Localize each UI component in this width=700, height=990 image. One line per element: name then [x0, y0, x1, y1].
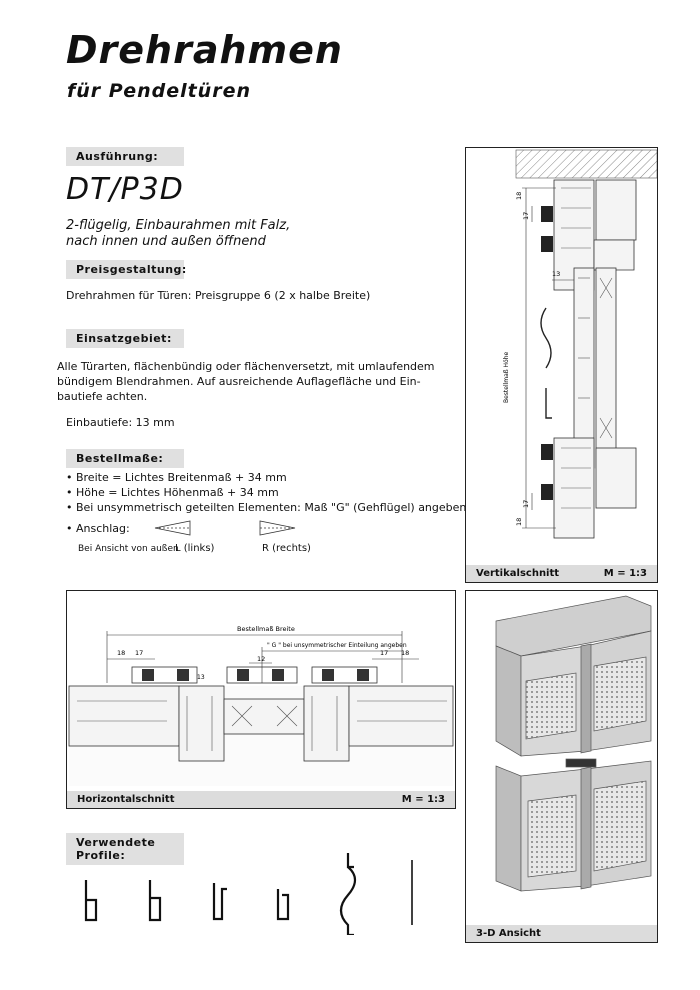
dim-17b-label: 17: [522, 499, 530, 508]
bestell-item-unsymmetrisch: • Bei unsymmetrisch geteilten Elementen: Maß "G" (Gehflügel) angeben: [66, 501, 467, 514]
horizontalschnitt-drawing: [67, 591, 455, 791]
vertikalschnitt-panel: [465, 147, 658, 583]
profile-5: [341, 853, 355, 935]
section-preis-label: Preisgestaltung:: [66, 260, 184, 279]
anschlag-right-symbol: [260, 521, 295, 535]
einsatz-text: [57, 359, 435, 404]
section-bestell-label: Bestellmaße:: [66, 449, 184, 468]
profile-3: [214, 883, 227, 919]
dim-17a-label: 17: [522, 211, 530, 220]
anschlag-right-label: R (rechts): [262, 543, 311, 554]
ansicht-label: Bei Ansicht von außen: [78, 544, 179, 554]
dim-18a-label: 18: [515, 191, 523, 200]
einsatz-line-1: Alle Türarten, flächenbündig oder flächenversetzt, mit umlaufendem: [57, 360, 435, 373]
vertikalschnitt-title: Vertikalschnitt: [476, 568, 560, 579]
bestell-item-breite: • Breite = Lichtes Breitenmaß + 34 mm: [66, 471, 287, 484]
section-einsatz-label: Einsatzgebiet:: [66, 329, 184, 348]
profile-symbols: [66, 845, 446, 935]
dim-17a-label: 17: [135, 649, 144, 657]
page-subtitle: für Pendeltüren: [67, 80, 251, 102]
breite-label: Bestellmaß Breite: [237, 625, 295, 633]
dim-17b-label: 17: [380, 649, 389, 657]
dim-18b-label: 18: [515, 517, 523, 526]
bestell-list: [66, 470, 466, 515]
ansicht3d-drawing: [466, 591, 657, 925]
vertikalschnitt-drawing: [466, 148, 657, 565]
model-name: DT/P3D: [66, 172, 184, 207]
g-label: " G " bei unsymmetrischer Einteilung angeben: [267, 642, 407, 649]
height-label: Bestellmaß Höhe: [503, 351, 510, 403]
anschlag-symbols: [150, 516, 330, 546]
dim-18a-label: 18: [117, 649, 126, 657]
dim-18b-label: 18: [401, 649, 410, 657]
profile-1: [86, 880, 96, 920]
bestell-item-hoehe: • Höhe = Lichtes Höhenmaß + 34 mm: [66, 486, 279, 499]
horizontalschnitt-caption: [67, 791, 455, 808]
profile-2: [150, 880, 160, 920]
section-profile-label: Verwendete Profile:: [66, 833, 184, 865]
horizontalschnitt-title: Horizontalschnitt: [77, 794, 175, 805]
ansicht3d-caption: 3-D Ansicht: [466, 925, 657, 942]
description-line-1: 2-flügelig, Einbaurahmen mit Falz,: [66, 218, 291, 233]
ansicht3d-panel: [465, 590, 658, 943]
page-title: Drehrahmen: [66, 28, 343, 72]
horizontalschnitt-panel: [66, 590, 456, 809]
dim-12-label: 12: [257, 655, 266, 663]
dim-13-label: 13: [197, 674, 205, 681]
vertikalschnitt-caption: [466, 565, 657, 582]
einsatz-line-2: bündigem Blendrahmen. Auf ausreichende Auflagefläche und Ein-: [57, 375, 421, 388]
description-line-2: nach innen und außen öffnend: [66, 234, 266, 249]
section-ausfuehrung-label: Ausführung:: [66, 147, 184, 166]
anschlag-label: • Anschlag:: [66, 522, 130, 535]
einbautiefe-text: Einbautiefe: 13 mm: [66, 416, 175, 429]
horizontalschnitt-scale: M = 1:3: [401, 794, 445, 805]
profile-4: [278, 889, 288, 919]
preis-text: Drehrahmen für Türen: Preisgruppe 6 (2 x halbe Breite): [66, 289, 371, 302]
einsatz-line-3: bautiefe achten.: [57, 390, 148, 403]
dim-13-label: 13: [552, 270, 561, 278]
anschlag-left-label: L (links): [175, 543, 215, 554]
vertikalschnitt-scale: M = 1:3: [603, 568, 647, 579]
model-description: [66, 218, 290, 250]
anschlag-left-symbol: [155, 521, 190, 535]
